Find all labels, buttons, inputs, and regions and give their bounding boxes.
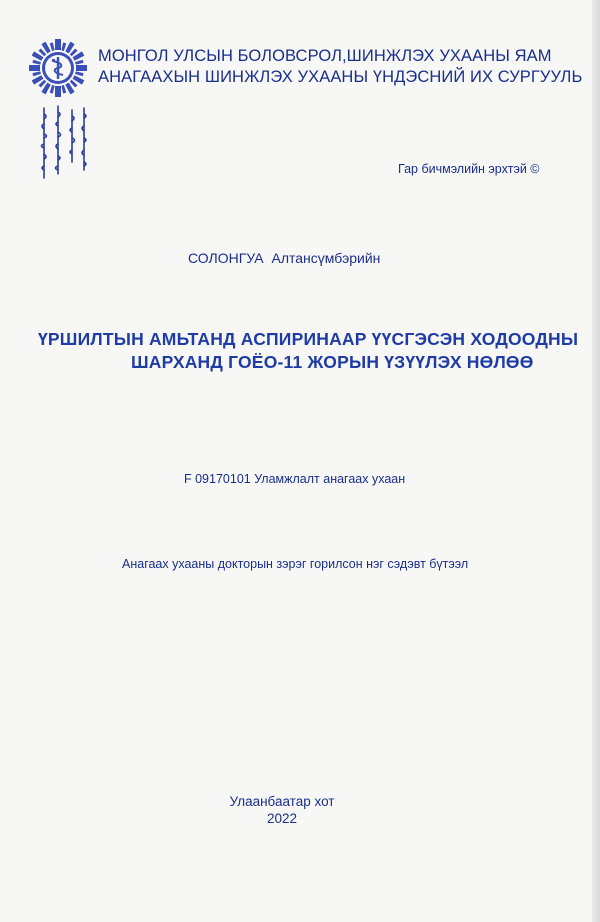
author-surname: СОЛОНГУА [188, 250, 264, 266]
mongolian-script-seal-icon [34, 104, 94, 184]
thesis-title-line-1: ҮРШИЛТЫН АМЬТАНД АСПИРИНААР ҮҮСГЭСЭН ХОДООДНЫ [38, 329, 579, 349]
degree-statement: Анагаах ухааны докторын зэрэг горилсон нэг сэдэвт бүтээл [122, 557, 469, 571]
author-name [188, 250, 380, 266]
asclepius-staff-emblem-icon [28, 38, 88, 98]
rights-notice: Гар бичмэлийн эрхтэй © [398, 162, 540, 176]
page-edge-shadow [592, 0, 600, 922]
year: 2022 [266, 811, 298, 826]
university-name: АНАГААХЫН ШИНЖЛЭХ УХААНЫ ҮНДЭСНИЙ ИХ СУРГУУЛЬ [98, 68, 583, 86]
place-and-year [0, 793, 564, 827]
thesis-title-line-2: ШАРХАНД ГОЁО-11 ЖОРЫН ҮЗҮҮЛЭХ НӨЛӨӨ [131, 352, 534, 372]
ministry-name: МОНГОЛ УЛСЫН БОЛОВСРОЛ,ШИНЖЛЭХ УХААНЫ ЯАМ [98, 47, 552, 65]
city: Улаанбаатар хот [229, 794, 335, 809]
specialty-code: F 09170101 Уламжлалт анагаах ухаан [184, 472, 406, 486]
institution-header [98, 46, 582, 88]
author-given-name: Алтансүмбэрийн [271, 250, 381, 266]
